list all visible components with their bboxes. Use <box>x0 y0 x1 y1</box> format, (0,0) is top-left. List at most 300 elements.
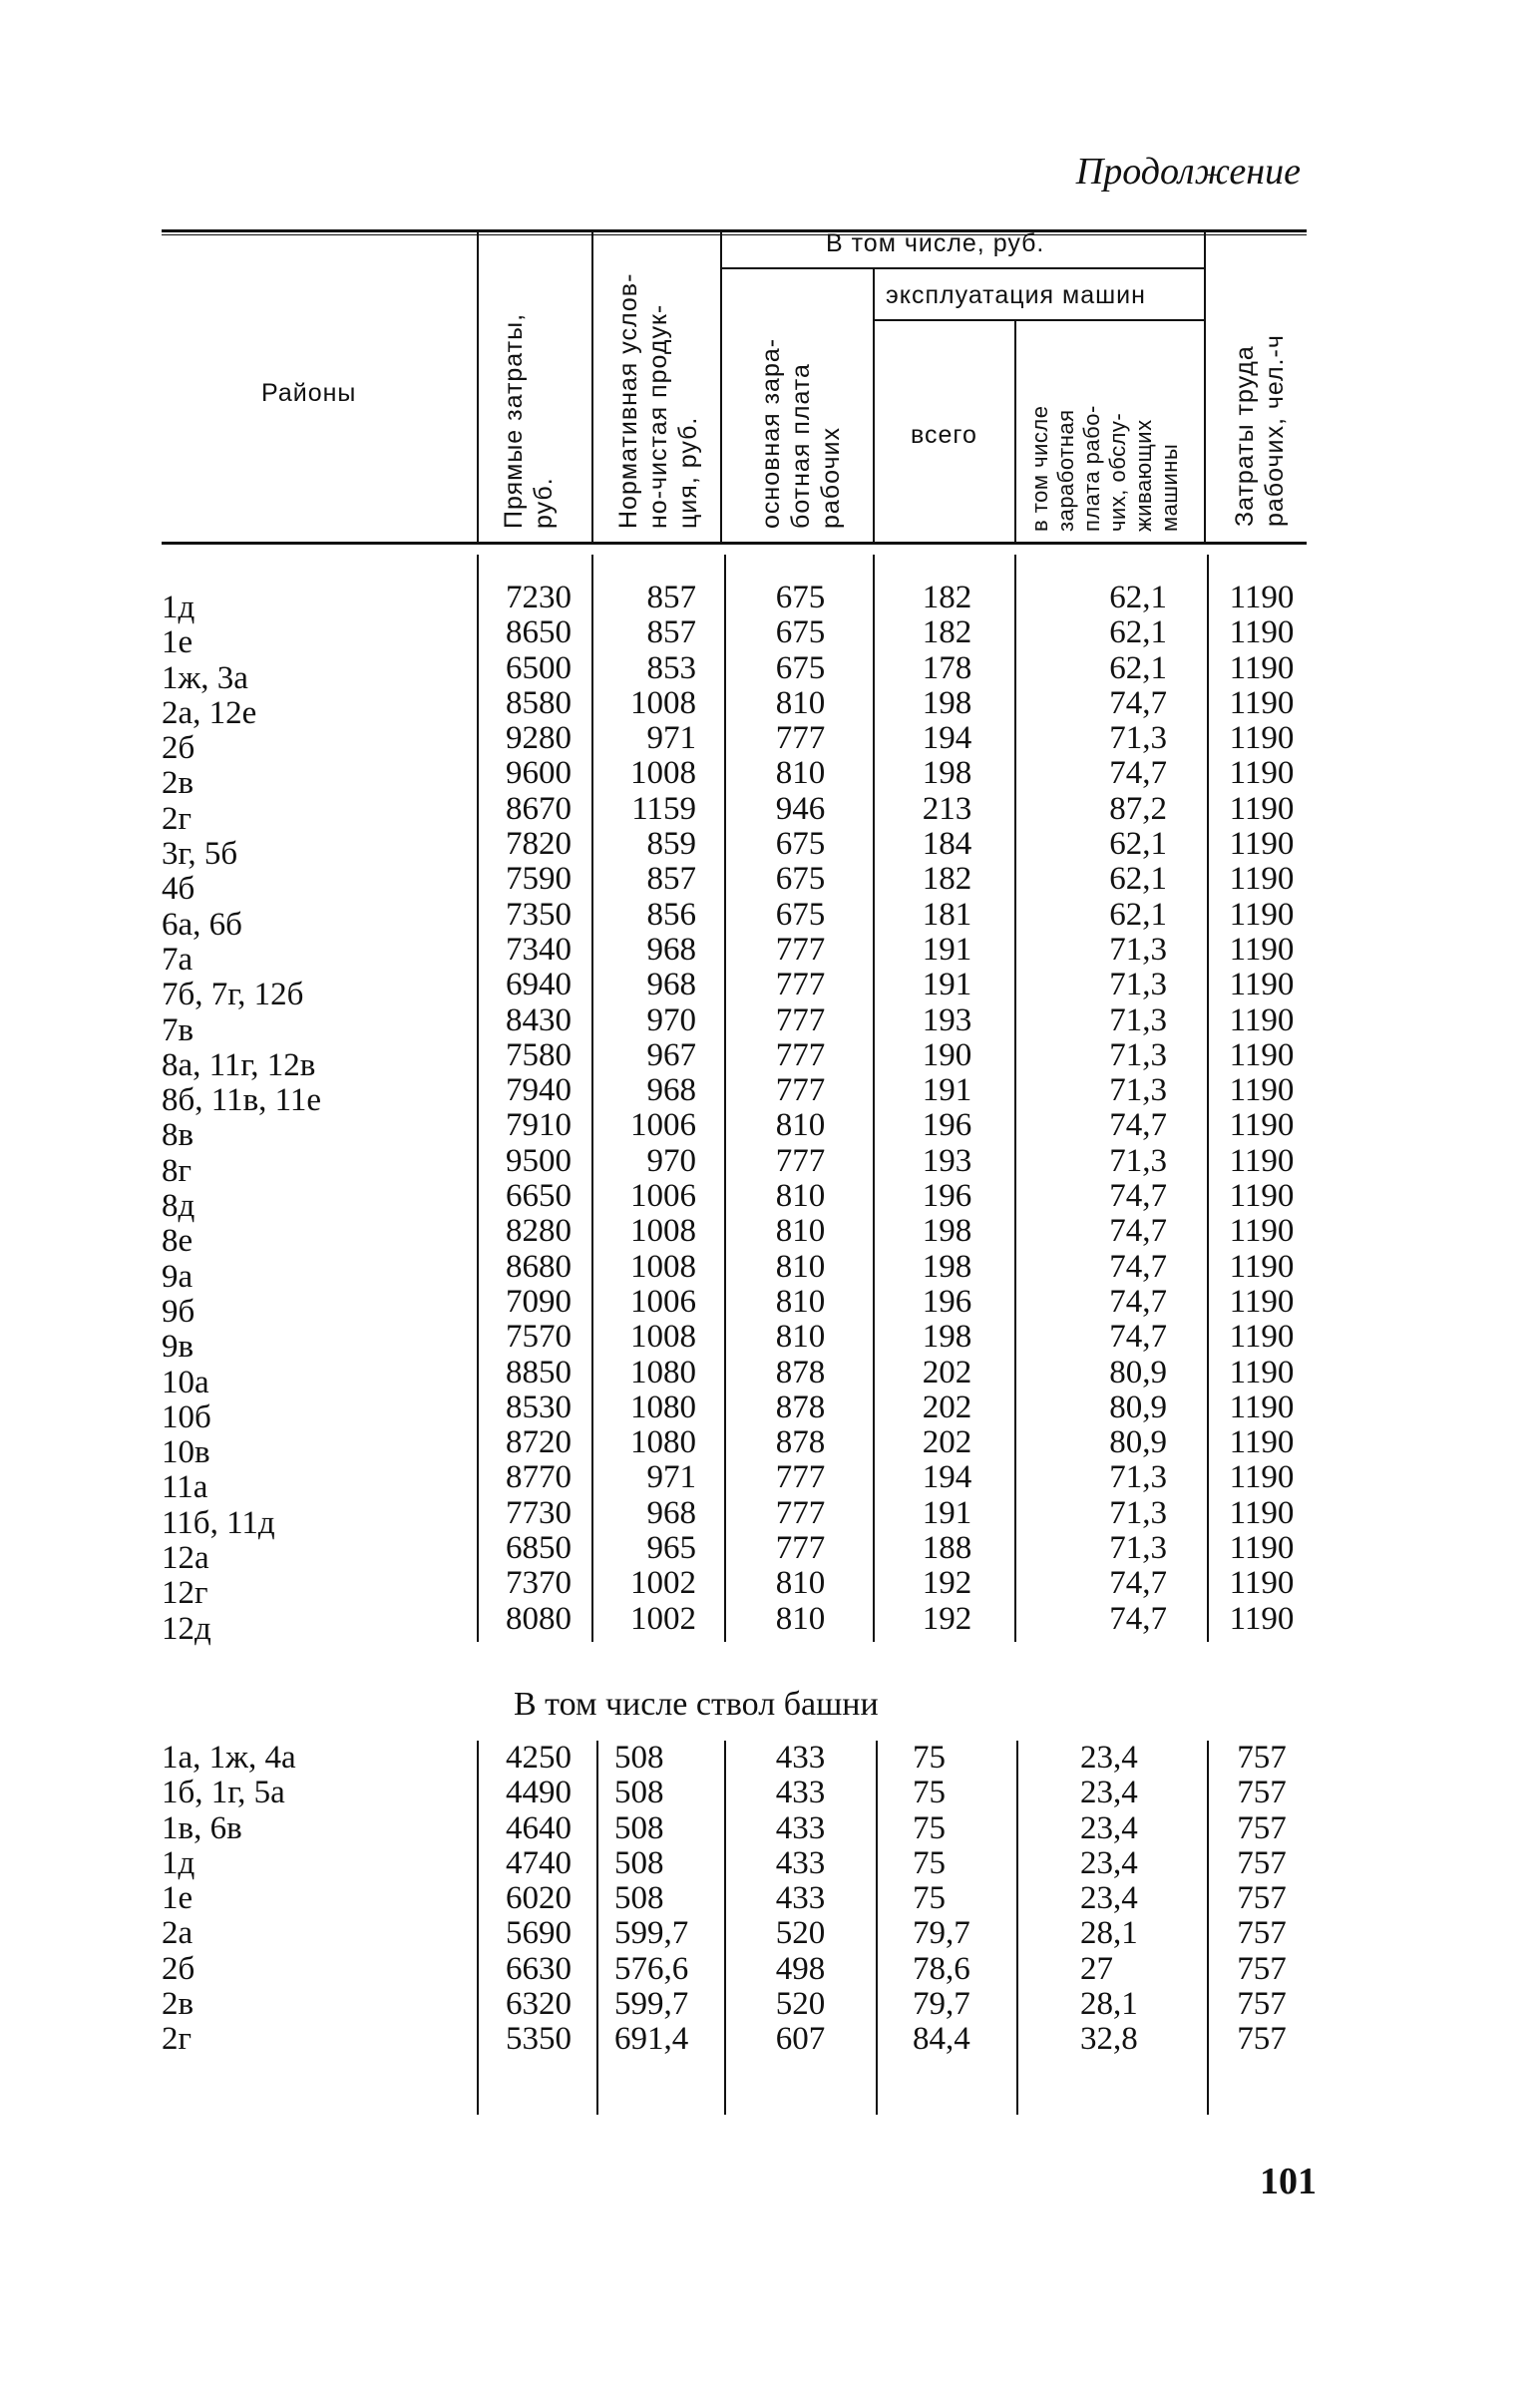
labor-cost-cell: 757 <box>1237 1740 1287 1776</box>
labor-cost-cell: 1190 <box>1229 1565 1295 1602</box>
district-cell: 6а, 6б <box>162 906 242 943</box>
machine-wage-cell: 62,1 <box>1109 580 1167 615</box>
labor-cost-cell: 757 <box>1237 1809 1287 1846</box>
base-wage-cell: 433 <box>775 1809 826 1846</box>
district-cell: 1е <box>162 1880 193 1917</box>
machine-wage-cell: 71,3 <box>1109 967 1167 1003</box>
labor-cost-cell: 1190 <box>1229 1107 1295 1144</box>
district-cell: 10в <box>162 1434 210 1471</box>
machine-total-cell: 191 <box>922 931 972 968</box>
base-wage-cell: 520 <box>775 1986 826 2023</box>
direct-cost-cell: 7910 <box>506 1107 572 1144</box>
machine-wage-cell: 71,3 <box>1109 1142 1167 1179</box>
direct-cost-cell: 8650 <box>506 614 572 651</box>
normative-cell: 970 <box>646 1142 696 1179</box>
labor-cost-cell: 1190 <box>1229 896 1295 933</box>
header-subrule-1 <box>722 267 1205 269</box>
district-cell: 12д <box>162 1610 211 1647</box>
direct-cost-cell: 6320 <box>506 1986 572 2023</box>
machine-total-cell: 182 <box>922 861 972 898</box>
district-cell: 1а, 1ж, 4а <box>162 1740 296 1776</box>
main-norm-column <box>598 581 696 1637</box>
labor-cost-cell: 757 <box>1237 1844 1287 1881</box>
normative-cell: 971 <box>646 1459 696 1496</box>
district-cell: 8в <box>162 1117 194 1154</box>
machine-wage-cell: 74,7 <box>1109 1283 1167 1320</box>
base-wage-cell: 777 <box>775 1001 826 1038</box>
body-divider-5 <box>1014 555 1016 1642</box>
normative-cell: 970 <box>646 1001 696 1038</box>
machine-total-cell: 202 <box>922 1354 972 1390</box>
base-wage-cell: 878 <box>775 1424 826 1461</box>
normative-cell: 968 <box>646 1072 696 1109</box>
machine-wage-cell: 32,8 <box>1080 2021 1138 2058</box>
labor-cost-cell: 1190 <box>1229 931 1295 968</box>
machine-total-cell: 182 <box>922 614 972 651</box>
district-cell: 10а <box>162 1364 209 1400</box>
machine-wage-cell: 80,9 <box>1109 1389 1167 1425</box>
normative-cell: 1008 <box>630 755 696 792</box>
machine-total-cell: 213 <box>922 790 972 827</box>
normative-cell: 1006 <box>630 1178 696 1215</box>
machine-wage-cell: 74,7 <box>1109 755 1167 792</box>
labor-cost-cell: 1190 <box>1229 614 1295 651</box>
base-wage-cell: 675 <box>775 580 826 615</box>
normative-cell: 508 <box>614 1740 664 1776</box>
district-cell: 2б <box>162 730 195 767</box>
header-base-wage: основная зара- ботная плата рабочих <box>757 337 845 529</box>
district-cell: 12а <box>162 1540 209 1577</box>
section-title: В том числе ствол башни <box>514 1686 879 1723</box>
direct-cost-cell: 9600 <box>506 755 572 792</box>
labor-cost-cell: 1190 <box>1229 1001 1295 1038</box>
district-cell: 9а <box>162 1258 193 1295</box>
labor-cost-cell: 1190 <box>1229 720 1295 757</box>
base-wage-cell: 810 <box>775 755 826 792</box>
header-divider-4 <box>873 267 875 542</box>
machine-total-cell: 190 <box>922 1036 972 1073</box>
direct-cost-cell: 6630 <box>506 1950 572 1987</box>
machine-wage-cell: 71,3 <box>1109 1001 1167 1038</box>
labor-cost-cell: 1190 <box>1229 649 1295 686</box>
normative-cell: 508 <box>614 1775 664 1811</box>
labor-cost-cell: 1190 <box>1229 1283 1295 1320</box>
district-cell: 2а <box>162 1915 193 1952</box>
direct-cost-cell: 4250 <box>506 1740 572 1776</box>
labor-cost-cell: 1190 <box>1229 1213 1295 1250</box>
machine-wage-cell: 74,7 <box>1109 1600 1167 1637</box>
machine-total-cell: 79,7 <box>913 1915 970 1952</box>
direct-cost-cell: 7940 <box>506 1072 572 1109</box>
normative-cell: 857 <box>646 614 696 651</box>
body-divider-2 <box>591 555 593 1642</box>
main-total-column <box>885 581 1009 1637</box>
district-cell: 1в, 6в <box>162 1809 242 1846</box>
labor-cost-cell: 1190 <box>1229 1494 1295 1531</box>
machine-total-cell: 181 <box>922 896 972 933</box>
tower-divider-4 <box>876 1741 878 2115</box>
machine-total-cell: 198 <box>922 684 972 721</box>
direct-cost-cell: 7570 <box>506 1319 572 1356</box>
direct-cost-cell: 5350 <box>506 2021 572 2058</box>
machine-wage-cell: 62,1 <box>1109 826 1167 863</box>
machine-wage-cell: 23,4 <box>1080 1775 1138 1811</box>
machine-total-cell: 78,6 <box>913 1950 970 1987</box>
direct-cost-cell: 6940 <box>506 967 572 1003</box>
machine-total-cell: 178 <box>922 649 972 686</box>
direct-cost-cell: 7580 <box>506 1036 572 1073</box>
machine-wage-cell: 27 <box>1080 1950 1113 1987</box>
machine-wage-cell: 28,1 <box>1080 1986 1138 2023</box>
direct-cost-cell: 7370 <box>506 1565 572 1602</box>
machine-total-cell: 191 <box>922 1072 972 1109</box>
machine-wage-cell: 80,9 <box>1109 1424 1167 1461</box>
district-cell: 3г, 5б <box>162 836 238 873</box>
machine-wage-cell: 71,3 <box>1109 1530 1167 1567</box>
normative-cell: 691,4 <box>614 2021 689 2058</box>
machine-total-cell: 196 <box>922 1178 972 1215</box>
machine-wage-cell: 74,7 <box>1109 1319 1167 1356</box>
base-wage-cell: 810 <box>775 1565 826 1602</box>
labor-cost-cell: 1190 <box>1229 1178 1295 1215</box>
header-including-rub: В том числе, руб. <box>826 229 1045 257</box>
normative-cell: 971 <box>646 720 696 757</box>
normative-cell: 1008 <box>630 684 696 721</box>
district-cell: 7б, 7г, 12б <box>162 977 304 1013</box>
tower-divider-3 <box>724 1741 726 2115</box>
machine-wage-cell: 28,1 <box>1080 1915 1138 1952</box>
normative-cell: 853 <box>646 649 696 686</box>
base-wage-cell: 810 <box>775 1319 826 1356</box>
tower-norm-column <box>614 1741 714 2058</box>
district-cell: 1е <box>162 624 193 661</box>
labor-cost-cell: 1190 <box>1229 967 1295 1003</box>
district-cell: 8е <box>162 1223 193 1260</box>
base-wage-cell: 777 <box>775 720 826 757</box>
labor-cost-cell: 1190 <box>1229 1389 1295 1425</box>
district-cell: 1б, 1г, 5а <box>162 1775 285 1811</box>
direct-cost-cell: 7590 <box>506 861 572 898</box>
labor-cost-cell: 757 <box>1237 1986 1287 2023</box>
table-top-rule <box>162 229 1307 232</box>
header-total: всего <box>911 421 977 449</box>
machine-total-cell: 202 <box>922 1424 972 1461</box>
normative-cell: 1080 <box>630 1389 696 1425</box>
direct-cost-cell: 7820 <box>506 826 572 863</box>
machine-wage-cell: 71,3 <box>1109 1036 1167 1073</box>
normative-cell: 857 <box>646 580 696 615</box>
district-cell: 2а, 12е <box>162 694 257 731</box>
machine-total-cell: 194 <box>922 1459 972 1496</box>
base-wage-cell: 810 <box>775 1600 826 1637</box>
labor-cost-cell: 1190 <box>1229 826 1295 863</box>
machine-total-cell: 192 <box>922 1565 972 1602</box>
header-direct-costs: Прямые затраты, руб. <box>500 312 558 529</box>
normative-cell: 968 <box>646 967 696 1003</box>
normative-cell: 1008 <box>630 1213 696 1250</box>
base-wage-cell: 433 <box>775 1880 826 1917</box>
machine-wage-cell: 23,4 <box>1080 1740 1138 1776</box>
machine-wage-cell: 74,7 <box>1109 1178 1167 1215</box>
direct-cost-cell: 6850 <box>506 1530 572 1567</box>
labor-cost-cell: 757 <box>1237 1950 1287 1987</box>
base-wage-cell: 777 <box>775 1459 826 1496</box>
header-divider-5 <box>1014 319 1016 542</box>
district-cell: 9б <box>162 1293 195 1330</box>
machine-total-cell: 196 <box>922 1283 972 1320</box>
body-divider-4 <box>873 555 875 1642</box>
direct-cost-cell: 7230 <box>506 580 572 615</box>
machine-total-cell: 198 <box>922 1213 972 1250</box>
base-wage-cell: 777 <box>775 1530 826 1567</box>
base-wage-cell: 810 <box>775 1283 826 1320</box>
direct-cost-cell: 7730 <box>506 1494 572 1531</box>
normative-cell: 1008 <box>630 1319 696 1356</box>
base-wage-cell: 810 <box>775 684 826 721</box>
main-labor-column <box>1212 581 1312 1637</box>
labor-cost-cell: 757 <box>1237 1915 1287 1952</box>
direct-cost-cell: 4740 <box>506 1844 572 1881</box>
normative-cell: 1006 <box>630 1107 696 1144</box>
header-divider-3 <box>720 232 722 542</box>
main-direct-column <box>484 581 572 1637</box>
tower-district-column <box>162 1741 461 2058</box>
normative-cell: 508 <box>614 1880 664 1917</box>
normative-cell: 1080 <box>630 1354 696 1390</box>
machine-total-cell: 75 <box>913 1775 946 1811</box>
normative-cell: 599,7 <box>614 1915 689 1952</box>
machine-total-cell: 182 <box>922 580 972 615</box>
direct-cost-cell: 8530 <box>506 1389 572 1425</box>
machine-total-cell: 194 <box>922 720 972 757</box>
district-cell: 1д <box>162 590 195 625</box>
district-cell: 7а <box>162 941 193 978</box>
direct-cost-cell: 4490 <box>506 1775 572 1811</box>
normative-cell: 856 <box>646 896 696 933</box>
tower-incl-column <box>1080 1741 1190 2058</box>
normative-cell: 859 <box>646 826 696 863</box>
direct-cost-cell: 4640 <box>506 1809 572 1846</box>
normative-cell: 508 <box>614 1844 664 1881</box>
normative-cell: 1006 <box>630 1283 696 1320</box>
labor-cost-cell: 1190 <box>1229 1530 1295 1567</box>
base-wage-cell: 498 <box>775 1950 826 1987</box>
labor-cost-cell: 1190 <box>1229 1424 1295 1461</box>
machine-wage-cell: 74,7 <box>1109 1565 1167 1602</box>
normative-cell: 968 <box>646 1494 696 1531</box>
machine-total-cell: 202 <box>922 1389 972 1425</box>
machine-wage-cell: 71,3 <box>1109 931 1167 968</box>
machine-total-cell: 75 <box>913 1880 946 1917</box>
base-wage-cell: 777 <box>775 967 826 1003</box>
normative-cell: 1002 <box>630 1600 696 1637</box>
base-wage-cell: 810 <box>775 1107 826 1144</box>
header-divider-2 <box>591 232 593 542</box>
labor-cost-cell: 757 <box>1237 2021 1287 2058</box>
normative-cell: 968 <box>646 931 696 968</box>
district-cell: 11б, 11д <box>162 1504 275 1541</box>
machine-wage-cell: 62,1 <box>1109 649 1167 686</box>
table-top-rule-thin <box>162 234 1307 235</box>
direct-cost-cell: 6650 <box>506 1178 572 1215</box>
direct-cost-cell: 8430 <box>506 1001 572 1038</box>
tower-total-column <box>913 1741 1012 2058</box>
machine-wage-cell: 80,9 <box>1109 1354 1167 1390</box>
direct-cost-cell: 8850 <box>506 1354 572 1390</box>
direct-cost-cell: 5690 <box>506 1915 572 1952</box>
normative-cell: 1159 <box>631 790 696 827</box>
base-wage-cell: 810 <box>775 1178 826 1215</box>
district-cell: 4б <box>162 871 195 908</box>
machine-wage-cell: 71,3 <box>1109 720 1167 757</box>
normative-cell: 857 <box>646 861 696 898</box>
district-cell: 2г <box>162 2021 192 2058</box>
labor-cost-cell: 1190 <box>1229 1036 1295 1073</box>
base-wage-cell: 777 <box>775 1494 826 1531</box>
labor-cost-cell: 1190 <box>1229 755 1295 792</box>
district-cell: 8д <box>162 1188 195 1225</box>
base-wage-cell: 946 <box>775 790 826 827</box>
machine-total-cell: 192 <box>922 1600 972 1637</box>
machine-wage-cell: 23,4 <box>1080 1880 1138 1917</box>
main-incl-column <box>1027 581 1167 1637</box>
header-bottom-rule <box>162 542 1307 545</box>
body-divider-3 <box>724 555 726 1642</box>
base-wage-cell: 810 <box>775 1213 826 1250</box>
district-cell: 9в <box>162 1329 194 1366</box>
direct-cost-cell: 8770 <box>506 1459 572 1496</box>
tower-divider-6 <box>1207 1741 1209 2115</box>
district-cell: 2г <box>162 800 192 837</box>
tower-direct-column <box>484 1741 572 2058</box>
base-wage-cell: 878 <box>775 1354 826 1390</box>
labor-cost-cell: 1190 <box>1229 684 1295 721</box>
machine-wage-cell: 74,7 <box>1109 684 1167 721</box>
base-wage-cell: 777 <box>775 1036 826 1073</box>
machine-wage-cell: 74,7 <box>1109 1213 1167 1250</box>
tower-divider-1 <box>477 1741 479 2115</box>
machine-total-cell: 196 <box>922 1107 972 1144</box>
labor-cost-cell: 1190 <box>1229 1072 1295 1109</box>
district-cell: 12г <box>162 1575 208 1612</box>
district-cell: 8г <box>162 1152 192 1189</box>
machine-total-cell: 75 <box>913 1740 946 1776</box>
base-wage-cell: 433 <box>775 1775 826 1811</box>
header-machine-operation: эксплуатация машин <box>886 281 1146 309</box>
normative-cell: 1080 <box>630 1424 696 1461</box>
base-wage-cell: 675 <box>775 826 826 863</box>
base-wage-cell: 675 <box>775 896 826 933</box>
header-districts: Районы <box>261 379 357 407</box>
normative-cell: 599,7 <box>614 1986 689 2023</box>
machine-total-cell: 184 <box>922 826 972 863</box>
header-subrule-2 <box>875 319 1205 321</box>
machine-total-cell: 193 <box>922 1142 972 1179</box>
base-wage-cell: 675 <box>775 649 826 686</box>
base-wage-cell: 675 <box>775 861 826 898</box>
normative-cell: 1002 <box>630 1565 696 1602</box>
district-cell: 2б <box>162 1950 195 1987</box>
base-wage-cell: 777 <box>775 1142 826 1179</box>
district-cell: 1д <box>162 1844 195 1881</box>
header-incl-wage: в том числе заработная плата рабо- чих, обслу- живающих машины <box>1027 405 1182 532</box>
body-divider-6 <box>1207 555 1209 1642</box>
tower-divider-2 <box>596 1741 598 2115</box>
normative-cell: 1008 <box>630 1248 696 1285</box>
district-cell: 11а <box>162 1469 208 1506</box>
district-cell: 7в <box>162 1011 194 1048</box>
machine-total-cell: 193 <box>922 1001 972 1038</box>
normative-cell: 508 <box>614 1809 664 1846</box>
machine-wage-cell: 71,3 <box>1109 1494 1167 1531</box>
tower-labor-column <box>1212 1741 1312 2058</box>
labor-cost-cell: 1190 <box>1229 1600 1295 1637</box>
machine-wage-cell: 71,3 <box>1109 1072 1167 1109</box>
direct-cost-cell: 6020 <box>506 1880 572 1917</box>
labor-cost-cell: 757 <box>1237 1880 1287 1917</box>
machine-wage-cell: 87,2 <box>1109 790 1167 827</box>
base-wage-cell: 878 <box>775 1389 826 1425</box>
machine-total-cell: 79,7 <box>913 1986 970 2023</box>
machine-wage-cell: 62,1 <box>1109 896 1167 933</box>
machine-wage-cell: 62,1 <box>1109 861 1167 898</box>
machine-wage-cell: 23,4 <box>1080 1844 1138 1881</box>
machine-total-cell: 75 <box>913 1809 946 1846</box>
district-cell: 2в <box>162 1986 194 2023</box>
body-divider-1 <box>477 555 479 1642</box>
machine-wage-cell: 62,1 <box>1109 614 1167 651</box>
header-normative: Нормативная услов- но-чистая продук- ция, руб. <box>614 272 702 529</box>
continuation-label: Продолжение <box>1075 151 1301 193</box>
direct-cost-cell: 6500 <box>506 649 572 686</box>
direct-cost-cell: 8580 <box>506 684 572 721</box>
base-wage-cell: 433 <box>775 1740 826 1776</box>
main-wage-column <box>738 581 863 1637</box>
normative-cell: 967 <box>646 1036 696 1073</box>
direct-cost-cell: 8670 <box>506 790 572 827</box>
base-wage-cell: 675 <box>775 614 826 651</box>
tower-wage-column <box>738 1741 863 2058</box>
normative-cell: 576,6 <box>614 1950 689 1987</box>
machine-wage-cell: 23,4 <box>1080 1809 1138 1846</box>
machine-wage-cell: 74,7 <box>1109 1107 1167 1144</box>
direct-cost-cell: 8720 <box>506 1424 572 1461</box>
labor-cost-cell: 1190 <box>1229 1319 1295 1356</box>
labor-cost-cell: 757 <box>1237 1775 1287 1811</box>
direct-cost-cell: 9500 <box>506 1142 572 1179</box>
machine-total-cell: 198 <box>922 755 972 792</box>
normative-cell: 965 <box>646 1530 696 1567</box>
labor-cost-cell: 1190 <box>1229 1354 1295 1390</box>
labor-cost-cell: 1190 <box>1229 1248 1295 1285</box>
labor-cost-cell: 1190 <box>1229 1459 1295 1496</box>
tower-divider-5 <box>1016 1741 1018 2115</box>
district-cell: 10б <box>162 1398 211 1435</box>
base-wage-cell: 607 <box>775 2021 826 2058</box>
base-wage-cell: 810 <box>775 1248 826 1285</box>
machine-total-cell: 198 <box>922 1248 972 1285</box>
machine-total-cell: 191 <box>922 1494 972 1531</box>
base-wage-cell: 433 <box>775 1844 826 1881</box>
header-divider-1 <box>477 232 479 542</box>
base-wage-cell: 777 <box>775 931 826 968</box>
direct-cost-cell: 8080 <box>506 1600 572 1637</box>
labor-cost-cell: 1190 <box>1229 1142 1295 1179</box>
machine-total-cell: 84,4 <box>913 2021 970 2058</box>
district-cell: 2в <box>162 765 194 802</box>
machine-total-cell: 198 <box>922 1319 972 1356</box>
direct-cost-cell: 7350 <box>506 896 572 933</box>
